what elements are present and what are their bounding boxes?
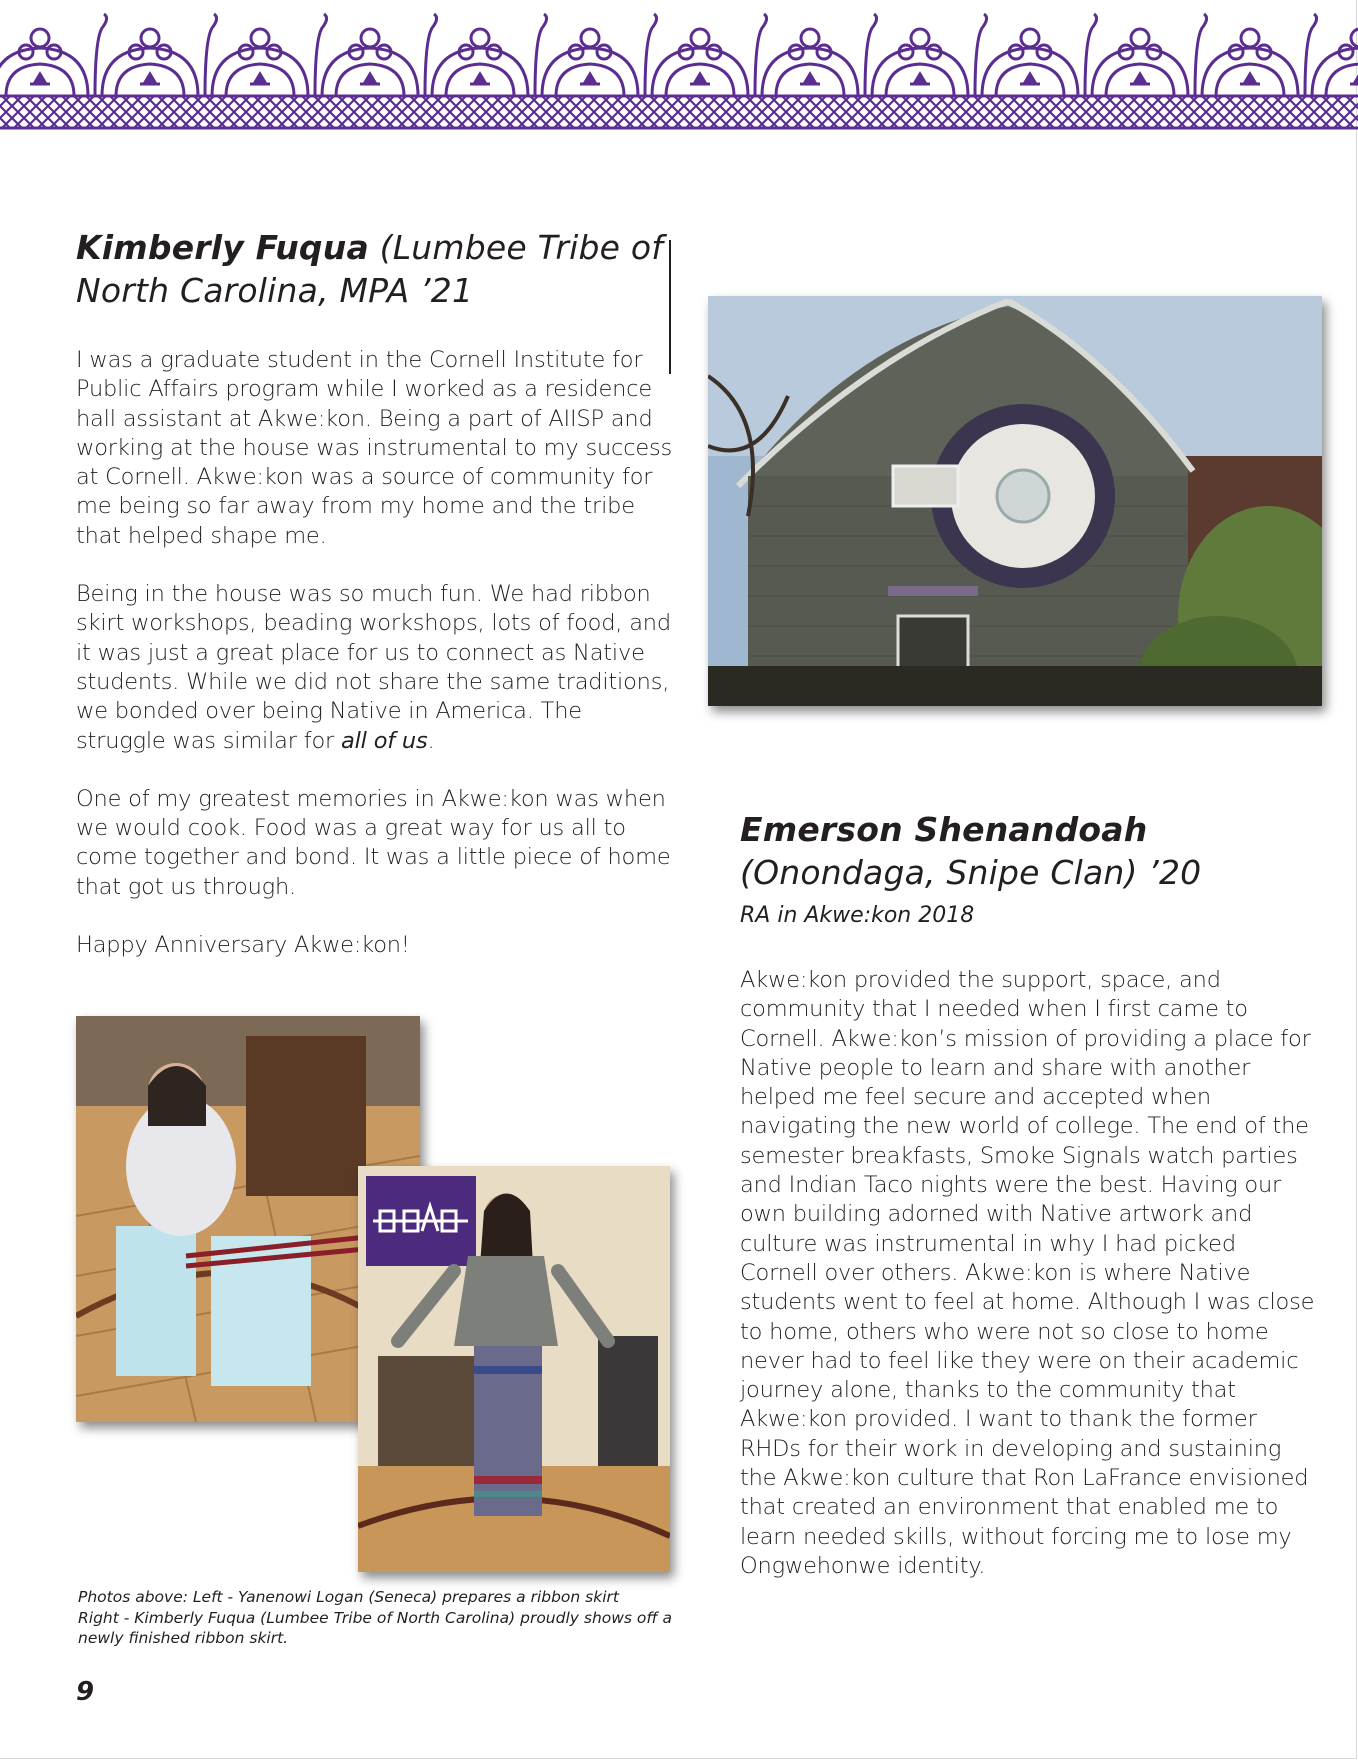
border-motif [212, 14, 327, 96]
decorative-border-graphic [0, 10, 1358, 135]
photo-caption [78, 1587, 678, 1649]
border-motif [542, 14, 657, 96]
page-number: 9 [76, 1677, 95, 1707]
building-photo [708, 296, 1322, 706]
building-illustration [708, 296, 1322, 706]
border-motif [0, 14, 107, 96]
article2-paragraph: Akwe:kon provided the support, space, and community that I needed when I first came to Cornell. Akwe:kon’s mission of providing a place for Native people to learn and share with another helped me feel secure and accepted when navigating the new world of college. The end of the semester breakfasts, Smoke Signals watch parties and Indian Taco nights were the best. Having our own building adorned with Native artwork and culture was instrumental in why I had picked Cornell over others. Akwe:kon is where Native students went to feel at home. Although I was close to home, others who were not so close to home never had to feel like they were on their academic journey alone, thanks to the community that Akwe:kon provided. I want to thank the former RHDs for their work in developing and sustaining the Akwe:kon culture that Ron LaFrance envisioned that created an environment that enabled me to learn needed skills, without forcing me to lose my Ongwehonwe identity. [740, 967, 1315, 1579]
border-motif [652, 14, 767, 96]
article2-subtitle: RA in Akwe:kon 2018 [740, 903, 975, 928]
caption-line-1: Photos above: Left - Yanenowi Logan (Seneca) prepares a ribbon skirt [78, 1588, 619, 1606]
border-motif [432, 14, 547, 96]
border-motif [1312, 14, 1358, 96]
ribbon-skirt-photo-right [358, 1166, 670, 1572]
caption-line-2: Right - Kimberly Fuqua (Lumbee Tribe of North Carolina) proudly shows off a newly finished ribbon skirt. [78, 1608, 673, 1647]
article2-body [740, 966, 1320, 1610]
article1-paragraph: Being in the house was so much fun. We had ribbon skirt workshops, beading workshops, lots of food, and it was just a great place for us to connect as Native students. While we did not share the same traditions, we bonded over being Native in America. The struggle was similar for all of us. [76, 581, 671, 754]
border-motif [102, 14, 217, 96]
article1-body [76, 346, 676, 989]
border-motif [872, 14, 987, 96]
border-motif [762, 14, 877, 96]
border-motif [322, 14, 437, 96]
article1-name: Kimberly Fuqua [76, 228, 369, 267]
article2-name: Emerson Shenandoah [740, 810, 1148, 849]
article1-paragraph: One of my greatest memories in Akwe:kon was when we would cook. Food was a great way for us all to come together and bond. It was a little piece of home that got us through. [76, 785, 671, 900]
article1-paragraph: I was a graduate student in the Cornell Institute for Public Affairs program while I worked as a residence hall assistant at Akwe:kon. Being a part of AIISP and working at the house was instrumental to my success at Cornell. Akwe:kon was a source of community for me being so far away from my home and the tribe that helped shape me. [76, 347, 673, 549]
article2-heading [740, 808, 1340, 894]
article1-affiliation: (Lumbee Tribe of North Carolina, MPA ’21 [76, 228, 664, 310]
border-motif [1202, 14, 1317, 96]
border-motif [982, 14, 1097, 96]
border-motif [1092, 14, 1207, 96]
article2-affiliation: (Onondaga, Snipe Clan) ’20 [740, 853, 1202, 892]
article1-emphasis: all of us [341, 727, 428, 754]
ribbon-skirt-illustration [358, 1166, 670, 1572]
article1-closing: Happy Anniversary Akwe:kon! [76, 932, 410, 959]
decorative-border [0, 10, 1358, 135]
article1-heading [76, 226, 676, 312]
